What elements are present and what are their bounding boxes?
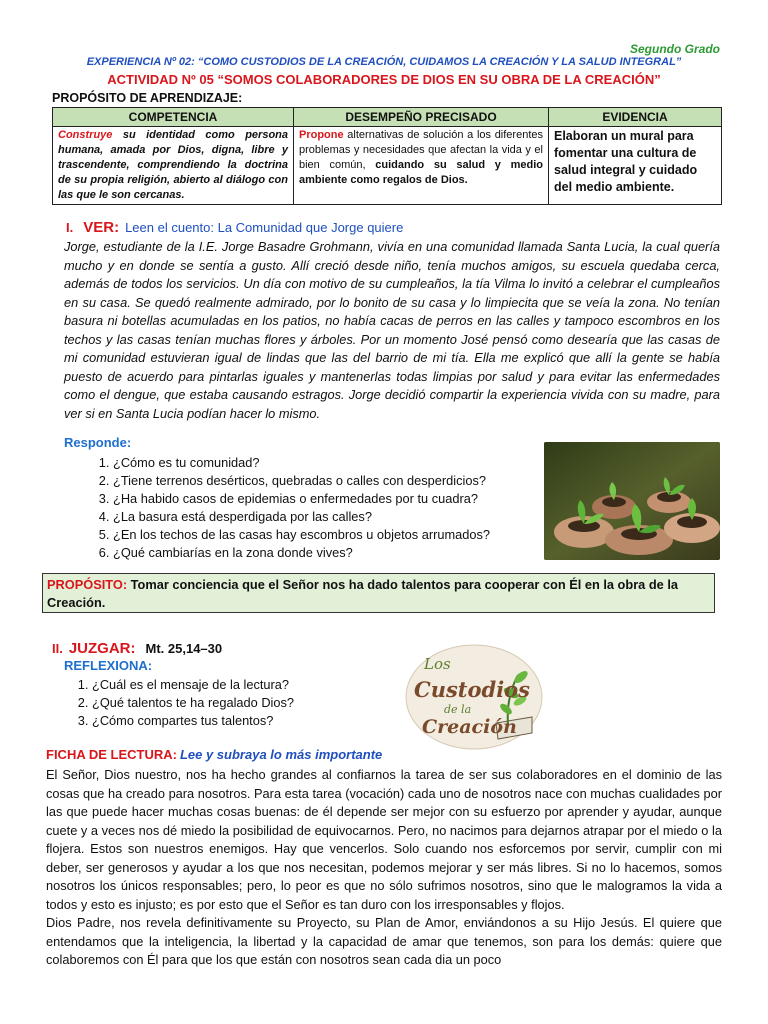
competencia-lead: Construye [58, 129, 113, 141]
list-item: 1. ¿Cómo es tu comunidad? [113, 454, 553, 472]
story-text: Jorge, estudiante de la I.E. Jorge Basadre Grohmann, vivía en una comunidad llamada Santa Lucia, la cual quería mucho y en donde se sentía a gusto. Allí creció desde niño, tenía muchos amigos, su escuela quedaba cerca, además de todos los servicios. Un día con motivo de su cumpleaños, la tía Vilma lo invitó a celebrar el cumpleaños en su casa. Se quedó realmente admirado, por lo bonito de su casa y lo limpiecita que se veía la zona. No tenían basura ni botellas acumuladas en los patios, no había cacas de perros en las calles y tampoco escombros en los techos y las casas tenían muchas flores y árboles. Por un momento José pensó como desearía que las casas de mi comunidad estuvieran igual de lindas que las del barrio de mi tía. Ella me explicó que allí la gente se había puesto de acuerdo para pintarlas iguales y mantenerlas todas limpias por salud y para evitar las enfermedades como el dengue, que estaba causando estragos. Jorge decidió compartir la experiencia vivida con su madre, para ver si en Santa Lucia podían hacer lo mismo. [64, 239, 720, 421]
competency-table [52, 107, 722, 205]
section-number: II. [52, 641, 63, 656]
desempeno-text: alternativas de solución a los diferentes problemas y necesidades que afectan la vida y el bien común, [299, 129, 543, 171]
list-item: 3. ¿Ha habido casos de epidemias o enfermedades por tu cuadra? [113, 490, 553, 508]
ficha-subtitle: Lee y subraya lo más importante [179, 747, 383, 762]
reading-text [46, 766, 722, 970]
purpose-label: PROPÓSITO: [47, 577, 128, 592]
desempeno-bold-text: cuidando su salud y medio ambiente como regalos de Dios. [299, 159, 543, 186]
ficha-heading [46, 747, 382, 762]
ficha-label: FICHA DE LECTURA: [46, 747, 177, 762]
competencia-cell [53, 127, 294, 205]
section-title: VER: [83, 219, 120, 236]
plants-photo-illustration [544, 442, 720, 560]
list-item: 3. ¿Cómo compartes tus talentos? [92, 712, 294, 730]
competencia-text: su identidad como persona humana, amada por Dios, digna, libre y trascendente, comprendiendo la doctrina de su propia religión, abierto al diálogo con las que le son cercanas. [58, 129, 288, 201]
evidencia-cell: Elaboran un mural para fomentar una cultura de salud integral y cuidado del medio ambiente. [549, 127, 722, 205]
table-header-row [53, 108, 722, 127]
table-header-cell: EVIDENCIA [549, 108, 722, 127]
list-item: 1. ¿Cuál es el mensaje de la lectura? [92, 676, 294, 694]
logo-word: Los [424, 655, 451, 673]
logo-word: de la [444, 703, 472, 716]
list-item: 2. ¿Qué talentos te ha regalado Dios? [92, 694, 294, 712]
reflexiona-label: REFLEXIONA: [64, 658, 153, 673]
reading-paragraph: Dios Padre, nos revela definitivamente su Proyecto, su Plan de Amor, enviándonos a su Hijo Jesús. El quiere que entendamos que la inteligencia, la libertad y la capacidad de amar que tenemos, son para los demás: quiere que colaboremos con Él para que los que están con nosotros sean cada dia un poco [46, 915, 722, 967]
section-number: I. [66, 220, 74, 235]
desempeno-cell [294, 127, 549, 205]
table-header-cell: COMPETENCIA [53, 108, 294, 127]
juzgar-questions-list [70, 676, 294, 730]
experience-title: EXPERIENCIA Nº 02: “COMO CUSTODIOS DE LA CREACIÓN, CUIDAMOS LA CREACIÓN Y LA SALUD INTEGRAL” [86, 56, 682, 68]
activity-title: ACTIVIDAD Nº 05 “SOMOS COLABORADORES DE DIOS EN SU OBRA DE LA CREACIÓN” [107, 72, 661, 87]
purpose-box [42, 573, 715, 613]
table-header-cell: DESEMPEÑO PRECISADO [294, 108, 549, 127]
bible-reference: Mt. 25,14–30 [145, 641, 223, 656]
section-title: JUZGAR: [68, 640, 136, 657]
list-item: 4. ¿La basura está desperdigada por las calles? [113, 508, 553, 526]
table-row [53, 127, 722, 205]
list-item: 6. ¿Qué cambiarías en la zona donde vives? [113, 544, 553, 562]
reading-paragraph: El Señor, Dios nuestro, nos ha hecho grandes al confiarnos la tarea de ser sus colaboradores en el dominio de las cosas que ha creado para nosotros. Para esta tarea (vocación) cada uno de nosotros nace con muchas cualidades por las que puede hacer muchas cosas buenas: de él depende ser mejor con su esfuerzo por aprender y ayudar, aunque cuete y a veces nos dé miedo la posibilidad de equivocarnos. Pero, no nacimos para dejarnos atrapar por el miedo o la flojera. Estos son nuestros enemigos. Hay que vencerlos. Solo cuando nos esforcemos por servir, cumplir con mi deber, ser generosos y ayudar a los que nos necesitan, podemos mejorar y ser más libres. Si no lo hacemos, somos nosotros los únicos responsables; pero, lo peor es que no sólo sufrimos nosotros, sino que le malogramos la vida a todos y esto es injusto; es por esto que el Señor es tan duro con los irresponsables y flojos. [46, 767, 722, 912]
juzgar-heading [52, 640, 222, 657]
logo-word: Custodios [414, 677, 531, 702]
purpose-heading: PROPÓSITO DE APRENDIZAJE: [52, 91, 243, 105]
list-item: 5. ¿En los techos de las casas hay escombros u objetos arrumados? [113, 526, 553, 544]
ver-heading [66, 219, 403, 236]
sprout-book-icon [404, 643, 544, 751]
purpose-text: Tomar conciencia que el Señor nos ha dado talentos para cooperar con Él en la obra de la Creación. [47, 577, 679, 610]
logo-word: Creación [422, 716, 517, 738]
plants-in-hands-photo [544, 442, 720, 560]
custodios-logo [404, 643, 544, 751]
ver-subtitle: Leen el cuento: La Comunidad que Jorge quiere [125, 220, 404, 235]
responde-label: Responde: [64, 435, 132, 450]
desempeno-lead: Propone [299, 129, 344, 141]
ver-questions-list [86, 454, 553, 562]
grade-label: Segundo Grado [630, 42, 720, 56]
list-item: 2. ¿Tiene terrenos desérticos, quebradas o calles con desperdicios? [113, 472, 553, 490]
